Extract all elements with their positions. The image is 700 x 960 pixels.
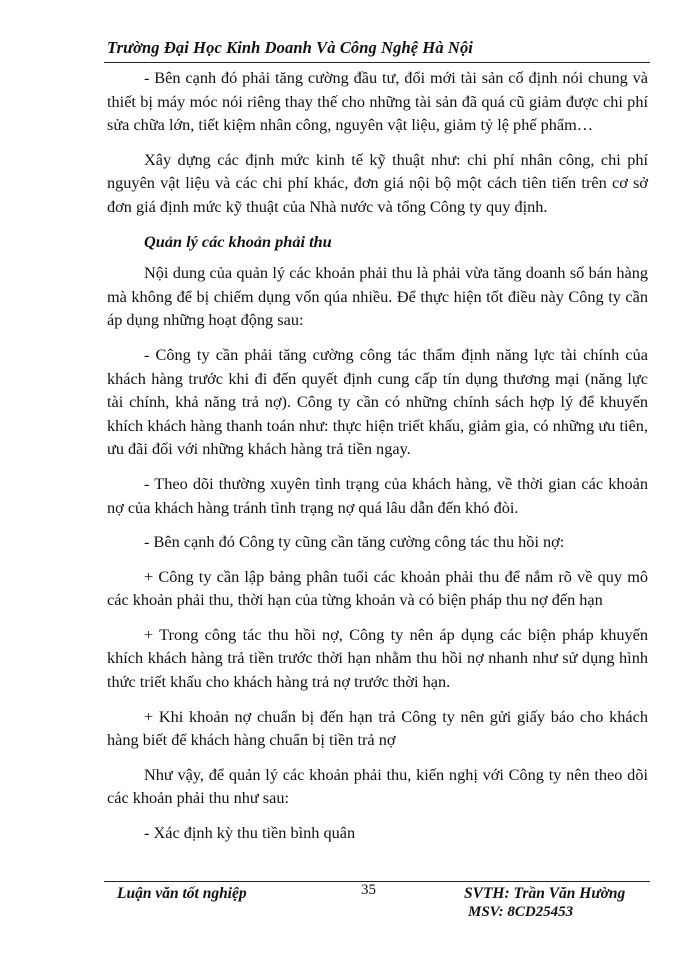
header-divider: [104, 62, 650, 63]
paragraph: + Công ty cần lập bảng phân tuổi các khoản phải thu để nắm rõ về quy mô các khoản phải thu, thời hạn của từng khoản và có biện pháp thu nợ đến hạn: [107, 566, 648, 610]
paragraph: - Công ty cần phải tăng cường công tác thẩm định năng lực tài chính của khách hàng trước khi đi đến quyết định cung cấp tín dụng thương mại (năng lực tài chính, khả năng trả nợ). Công ty cần có những chính sách hợp lý để khuyến khích khách hàng thanh toán như: thực hiện triết khấu, giảm gia, có những ưu tiên, ưu đãi đối với những khách hàng trả tiền ngay.: [107, 344, 648, 459]
section-heading: Quản lý các khoản phải thu: [144, 231, 332, 251]
paragraph: - Xác định kỳ thu tiền bình quân: [144, 823, 356, 843]
footer-document-type: Luận văn tốt nghiệp: [117, 885, 247, 902]
document-body: [107, 66, 648, 856]
page-number: 35: [361, 882, 376, 898]
paragraph: - Theo dõi thường xuyên tình trạng của khách hàng, về thời gian các khoản nợ của khách hàng tránh tình trạng nợ quá lâu dẫn đến khó đòi.: [107, 473, 648, 517]
footer-divider: [104, 881, 650, 882]
paragraph: Như vậy, để quản lý các khoản phải thu, kiến nghị với Công ty nên theo dõi các khoản phải thu như sau:: [107, 764, 648, 808]
paragraph: Xây dựng các định mức kinh tế kỹ thuật như: chi phí nhân công, chi phí nguyên vật liệu và các chi phí khác, đơn giá nội bộ một cách tiên tiến trên cơ sở đơn giá định mức kỹ thuật của Nhà nước và tổng Công ty quy định.: [107, 149, 648, 216]
page-header-title: Trường Đại Học Kinh Doanh Và Công Nghệ Hà Nội: [107, 38, 473, 57]
footer-author: SVTH: Trần Văn Hường: [464, 885, 626, 902]
paragraph: - Bên cạnh đó Công ty cũng cần tăng cường công tác thu hồi nợ:: [144, 532, 565, 552]
paragraph: Nội dung của quản lý các khoản phải thu là phải vừa tăng doanh số bán hàng mà không để bị chiếm dụng vốn qúa nhiều. Để thực hiện tốt điều này Công ty cần áp dụng những hoạt động sau:: [107, 263, 648, 330]
paragraph: - Bên cạnh đó phải tăng cường đầu tư, đổi mới tài sản cố định nói chung và thiết bị máy móc nói riêng thay thế cho những tài sản đã quá cũ giảm được chi phí sửa chữa lớn, tiết kiệm nhân công, nguyên vật liệu, giảm tỷ lệ phế phẩm…: [107, 68, 648, 135]
footer-student-id: MSV: 8CD25453: [468, 904, 574, 920]
paragraph: + Trong công tác thu hồi nợ, Công ty nên áp dụng các biện pháp khuyến khích khách hàng trả tiền trước thời hạn nhằm thu hồi nợ nhanh như sử dụng hình thức triết khấu cho khách hàng trả nợ trước thời hạn.: [107, 624, 648, 692]
paragraph: + Khi khoản nợ chuẩn bị đến hạn trả Công ty nên gửi giấy báo cho khách hàng biết để khách hàng chuẩn bị tiền trả nợ: [107, 706, 648, 750]
